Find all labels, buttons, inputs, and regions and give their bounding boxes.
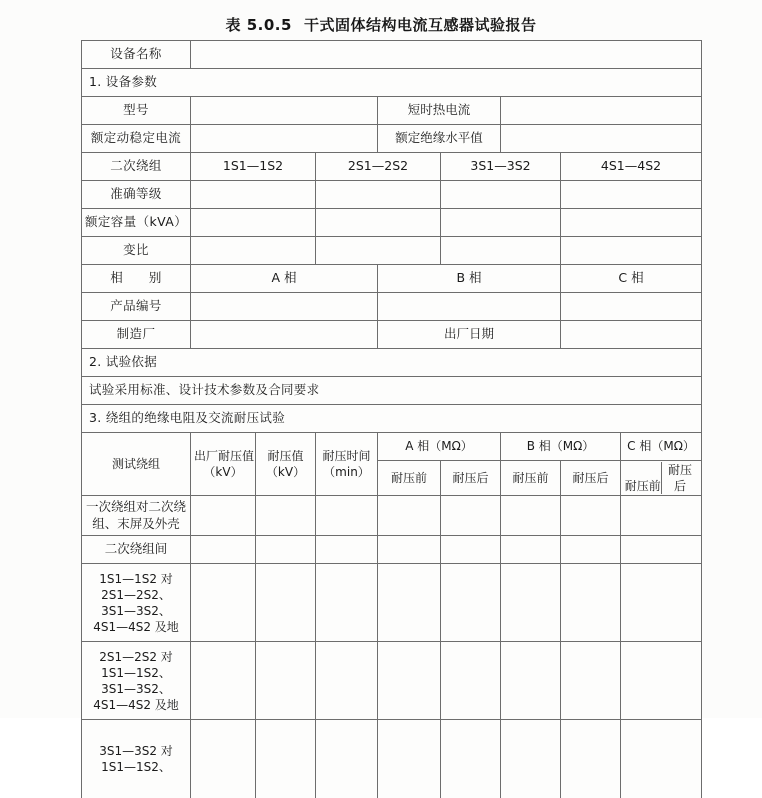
phase-c-after-header: 耐压后 <box>661 462 698 494</box>
ratio-value-1[interactable] <box>191 237 316 265</box>
cell-b-before[interactable] <box>501 536 561 564</box>
test-row-label-line: 4S1—4S2 及地 <box>93 620 179 635</box>
factory-withstand-header <box>191 433 256 496</box>
cell-withstand-value[interactable] <box>256 564 316 642</box>
cell-a-after[interactable] <box>441 496 501 536</box>
table-row <box>82 153 702 181</box>
withstand-time-header <box>316 433 378 496</box>
cell-a-after[interactable] <box>441 642 501 720</box>
cell-b-before[interactable] <box>501 720 561 798</box>
test-row-label: 二次绕组间 <box>82 536 191 564</box>
cell-withstand-value[interactable] <box>256 536 316 564</box>
cell-c-before-after[interactable] <box>621 720 702 798</box>
withstand-time-header-line1: 耐压时间 <box>322 449 371 463</box>
cell-b-before[interactable] <box>501 642 561 720</box>
phase-a-megohm-header: A 相（MΩ） <box>378 433 501 461</box>
table-row <box>82 564 702 642</box>
product-number-value-c[interactable] <box>561 293 702 321</box>
cell-withstand-time[interactable] <box>316 720 378 798</box>
test-row-label-line: 组、末屏及外壳 <box>92 515 180 531</box>
phase-c-before-after-header <box>621 461 702 496</box>
dynamic-stable-current-label: 额定动稳定电流 <box>82 125 191 153</box>
factory-withstand-header-line1: 出厂耐压值 <box>194 449 255 463</box>
test-report-table <box>81 40 702 798</box>
table-row <box>82 181 702 209</box>
table-row <box>82 377 702 405</box>
rated-capacity-value-3[interactable] <box>441 209 561 237</box>
factory-withstand-header-line2: （kV） <box>203 465 243 480</box>
phase-a-header: A 相 <box>191 265 378 293</box>
section-2-content: 试验采用标准、设计技术参数及合同要求 <box>82 377 702 405</box>
table-row <box>82 642 702 720</box>
secondary-winding-2: 2S1—2S2 <box>316 153 441 181</box>
cell-a-after[interactable] <box>441 720 501 798</box>
withstand-value-header-line1: 耐压值 <box>267 449 304 463</box>
test-row-label <box>82 564 191 642</box>
cell-a-before[interactable] <box>378 564 441 642</box>
table-row <box>82 97 702 125</box>
cell-factory-withstand[interactable] <box>191 720 256 798</box>
test-row-label-line: 3S1—3S2 对 <box>99 743 173 758</box>
withstand-value-header <box>256 433 316 496</box>
product-number-label: 产品编号 <box>82 293 191 321</box>
phase-c-megohm-header: C 相（MΩ） <box>621 433 702 461</box>
section-3-heading: 3. 绕组的绝缘电阻及交流耐压试验 <box>82 405 702 433</box>
product-number-value-b[interactable] <box>378 293 561 321</box>
equipment-name-label: 设备名称 <box>82 41 191 69</box>
cell-withstand-time[interactable] <box>316 642 378 720</box>
table-row <box>82 125 702 153</box>
manufacturer-value[interactable] <box>191 321 378 349</box>
test-row-label-line: 2S1—2S2 对 <box>99 649 173 664</box>
accuracy-class-label: 准确等级 <box>82 181 191 209</box>
cell-c-before-after[interactable] <box>621 536 702 564</box>
table-header-row <box>82 433 702 461</box>
withstand-time-header-line2: （min） <box>323 465 370 480</box>
cell-withstand-value[interactable] <box>256 720 316 798</box>
cell-factory-withstand[interactable] <box>191 642 256 720</box>
model-value[interactable] <box>191 97 378 125</box>
cell-withstand-time[interactable] <box>316 536 378 564</box>
short-time-thermal-current-value[interactable] <box>501 97 702 125</box>
test-row-label <box>82 720 191 798</box>
cell-b-after[interactable] <box>561 642 621 720</box>
table-row <box>82 496 702 536</box>
test-row-label-line: 4S1—4S2 及地 <box>93 698 179 713</box>
test-row-label-line: 2S1—2S2、 <box>101 587 171 602</box>
phase-c-header: C 相 <box>561 265 702 293</box>
section-2-heading: 2. 试验依据 <box>82 349 702 377</box>
test-row-label <box>82 642 191 720</box>
secondary-winding-label: 二次绕组 <box>82 153 191 181</box>
table-row <box>82 237 702 265</box>
withstand-value-header-line2: （kV） <box>265 465 306 480</box>
test-row-label-line: 1S1—1S2 对 <box>99 571 173 586</box>
table-row <box>82 293 702 321</box>
table-row <box>82 209 702 237</box>
dynamic-stable-current-value[interactable] <box>191 125 378 153</box>
phase-b-before-header: 耐压前 <box>501 461 561 496</box>
table-row <box>82 265 702 293</box>
rated-capacity-value-4[interactable] <box>561 209 702 237</box>
test-row-label <box>82 496 191 536</box>
table-row <box>82 321 702 349</box>
manufacture-date-label: 出厂日期 <box>378 321 561 349</box>
accuracy-class-value-2[interactable] <box>316 181 441 209</box>
phase-b-header: B 相 <box>378 265 561 293</box>
rated-capacity-value-2[interactable] <box>316 209 441 237</box>
accuracy-class-value-4[interactable] <box>561 181 702 209</box>
table-row <box>82 720 702 798</box>
cell-withstand-time[interactable] <box>316 564 378 642</box>
accuracy-class-value-1[interactable] <box>191 181 316 209</box>
short-time-thermal-current-label: 短时热电流 <box>378 97 501 125</box>
test-row-label-line: 一次绕组对二次绕 <box>85 499 186 514</box>
cell-a-after[interactable] <box>441 564 501 642</box>
table-row <box>82 69 702 97</box>
manufacture-date-value[interactable] <box>561 321 702 349</box>
test-row-label-line: 1S1—1S2、 <box>101 760 171 775</box>
cell-b-after[interactable] <box>561 536 621 564</box>
phase-a-after-header: 耐压后 <box>441 461 501 496</box>
cell-a-before[interactable] <box>378 720 441 798</box>
cell-c-before-after[interactable] <box>621 496 702 536</box>
equipment-name-value[interactable] <box>191 41 702 69</box>
phase-a-before-header: 耐压前 <box>378 461 441 496</box>
test-row-label-line: 1S1—1S2、 <box>101 665 171 680</box>
table-row <box>82 349 702 377</box>
cell-b-after[interactable] <box>561 564 621 642</box>
cell-withstand-time[interactable] <box>316 496 378 536</box>
cell-factory-withstand[interactable] <box>191 564 256 642</box>
table-row <box>82 41 702 69</box>
cell-b-before[interactable] <box>501 496 561 536</box>
cell-a-before[interactable] <box>378 642 441 720</box>
test-winding-header: 测试绕组 <box>82 433 191 496</box>
ratio-value-3[interactable] <box>441 237 561 265</box>
cell-b-before[interactable] <box>501 564 561 642</box>
page-title <box>0 14 762 35</box>
cell-factory-withstand[interactable] <box>191 496 256 536</box>
secondary-winding-4: 4S1—4S2 <box>561 153 702 181</box>
cell-b-after[interactable] <box>561 720 621 798</box>
cell-c-before-after[interactable] <box>621 564 702 642</box>
rated-capacity-label: 额定容量（kVA） <box>82 209 191 237</box>
cell-a-after[interactable] <box>441 536 501 564</box>
secondary-winding-1: 1S1—1S2 <box>191 153 316 181</box>
test-row-label-line: 3S1—3S2、 <box>101 681 171 696</box>
ratio-value-2[interactable] <box>316 237 441 265</box>
test-row-label-line: 3S1—3S2、 <box>101 603 171 618</box>
cell-c-before-after[interactable] <box>621 642 702 720</box>
table-title-text: 干式固体结构电流互感器试验报告 <box>303 16 537 34</box>
insulation-level-label: 额定绝缘水平值 <box>378 125 501 153</box>
table-row <box>82 405 702 433</box>
phase-c-before-header: 耐压前 <box>624 479 661 494</box>
accuracy-class-value-3[interactable] <box>441 181 561 209</box>
cell-a-before[interactable] <box>378 496 441 536</box>
cell-b-after[interactable] <box>561 496 621 536</box>
ratio-value-4[interactable] <box>561 237 702 265</box>
phase-b-after-header: 耐压后 <box>561 461 621 496</box>
phase-b-megohm-header: B 相（MΩ） <box>501 433 621 461</box>
cell-factory-withstand[interactable] <box>191 536 256 564</box>
phase-label: 相 别 <box>82 265 191 293</box>
insulation-level-value[interactable] <box>501 125 702 153</box>
secondary-winding-3: 3S1—3S2 <box>441 153 561 181</box>
section-1-heading: 1. 设备参数 <box>82 69 702 97</box>
cell-a-before[interactable] <box>378 536 441 564</box>
cell-withstand-value[interactable] <box>256 496 316 536</box>
table-row <box>82 536 702 564</box>
model-label: 型号 <box>82 97 191 125</box>
rated-capacity-value-1[interactable] <box>191 209 316 237</box>
manufacturer-label: 制造厂 <box>82 321 191 349</box>
product-number-value-a[interactable] <box>191 293 378 321</box>
ratio-label: 变比 <box>82 237 191 265</box>
table-number: 表 5.0.5 <box>225 16 292 34</box>
cell-withstand-value[interactable] <box>256 642 316 720</box>
